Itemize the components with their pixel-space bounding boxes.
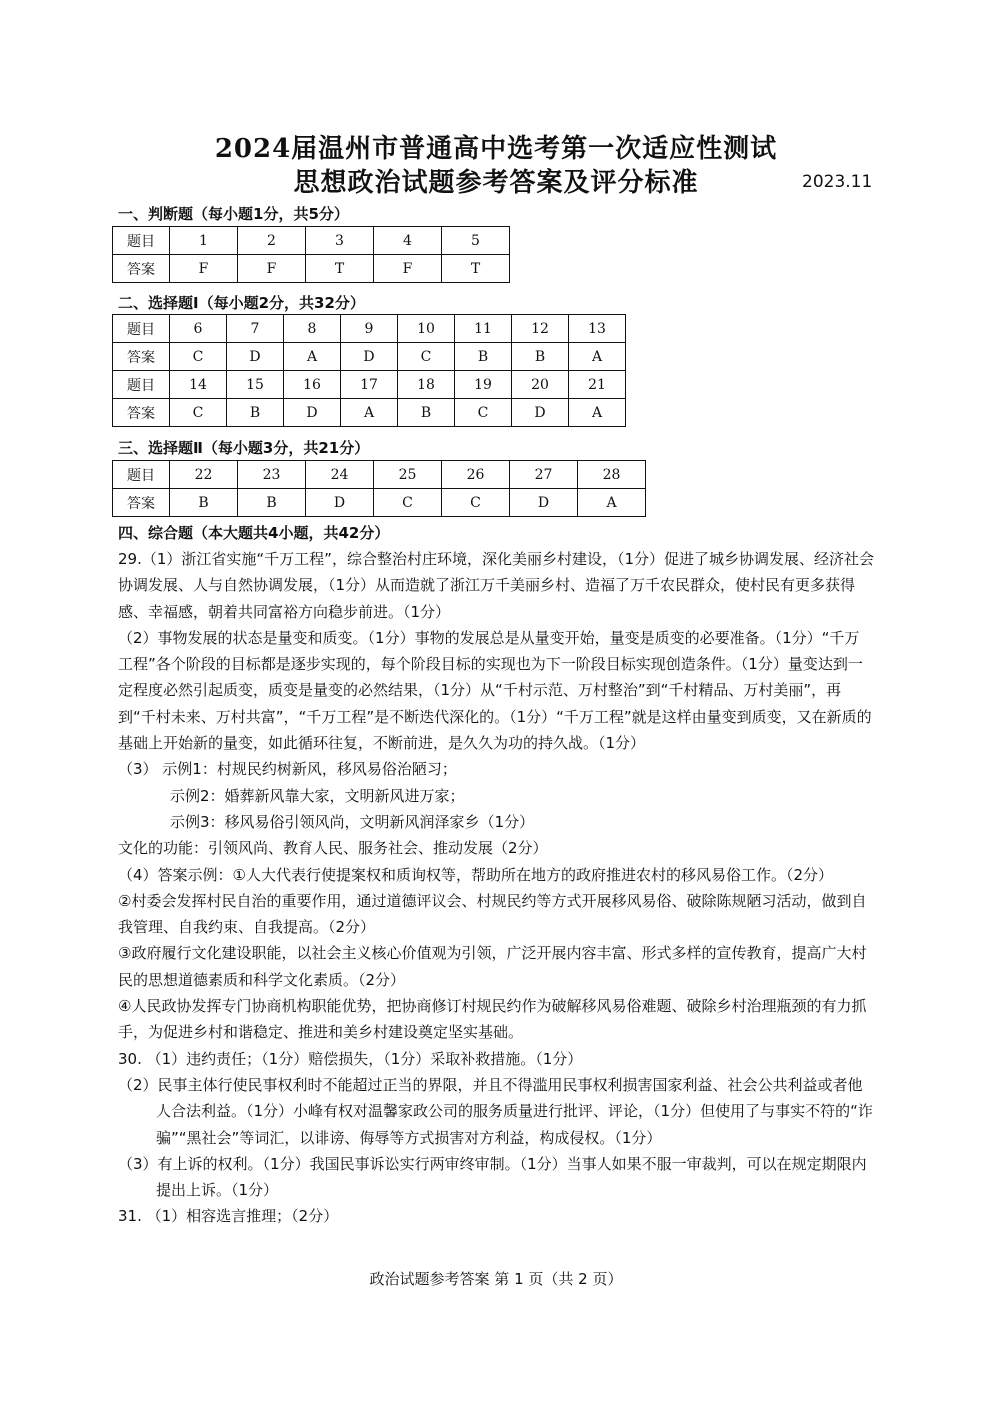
table-cell: T	[442, 255, 510, 283]
section-heading-choice-2: 三、选择题Ⅱ（每小题3分，共21分）	[118, 439, 370, 457]
table-cell: D	[510, 489, 578, 517]
table-cell: 5	[442, 227, 510, 255]
table-cell: C	[398, 343, 455, 371]
table-cell: 11	[455, 315, 512, 343]
table-cell: 28	[578, 461, 646, 489]
table-cell: F	[238, 255, 306, 283]
table-cell: 26	[442, 461, 510, 489]
choice-2-answer-table	[112, 460, 646, 517]
table-cell: D	[512, 399, 569, 427]
table-row	[113, 255, 510, 283]
table-cell: A	[284, 343, 341, 371]
table-cell: 13	[569, 315, 626, 343]
answer-paragraph: 29.（1）浙江省实施“千万工程”，综合整治村庄环境，深化美丽乡村建设，（1分）促进了城乡协调发展、经济社会协调发展、人与自然协调发展，（1分）从而造就了浙江万千美丽乡村、造福了万千农民群众，使村民有更多获得感、幸福感，朝着共同富裕方向稳步前进。（1分）	[118, 550, 874, 621]
table-cell: 16	[284, 371, 341, 399]
table-header-cell: 答案	[113, 489, 170, 517]
table-cell: 4	[374, 227, 442, 255]
table-cell: 22	[170, 461, 238, 489]
exam-date: 2023.11	[802, 172, 873, 192]
table-cell: B	[455, 343, 512, 371]
answer-paragraph: 31. （1）相容选言推理；（2分）	[118, 1207, 339, 1226]
table-row	[113, 461, 646, 489]
table-cell: 25	[374, 461, 442, 489]
table-cell: A	[569, 343, 626, 371]
table-cell: F	[170, 255, 238, 283]
table-cell: 23	[238, 461, 306, 489]
table-cell: 6	[170, 315, 227, 343]
table-header-cell: 答案	[113, 343, 170, 371]
answer-paragraph: （3） 示例1：村规民约树新风，移风易俗治陋习；	[118, 760, 457, 779]
table-cell: C	[455, 399, 512, 427]
table-header-cell: 答案	[113, 399, 170, 427]
table-cell: 14	[170, 371, 227, 399]
table-row	[113, 399, 626, 427]
table-cell: B	[398, 399, 455, 427]
answer-paragraph: （2）事物发展的状态是量变和质变。（1分）事物的发展总是从量变开始，量变是质变的必要准备。（1分）“千万工程”各个阶段的目标都是逐步实现的，每个阶段目标的实现也为下一阶段目标实现创造条件。（1分）量变达到一定程度必然引起质变，质变是量变的必然结果，（1分）从“千村示范、万村整治”到“千村精品、万村美丽”，再到“千村未来、万村共富”，“千万工程”是不断迭代深化的。（1分）“千万工程”就是这样由量变到质变，又在新质的基础上开始新的量变，如此循环往复，不断前进，是久久为功的持久战。（1分）	[118, 628, 872, 753]
table-cell: 7	[227, 315, 284, 343]
page-subtitle: 思想政治试题参考答案及评分标准	[293, 168, 699, 198]
table-cell: 3	[306, 227, 374, 255]
answer-paragraph: 示例3：移风易俗引领风尚，文明新风润泽家乡（1分）	[170, 812, 535, 831]
table-cell: B	[238, 489, 306, 517]
table-cell: 10	[398, 315, 455, 343]
table-cell: 19	[455, 371, 512, 399]
table-row	[113, 343, 626, 371]
answer-paragraph: ③政府履行文化建设职能，以社会主义核心价值观为引领，广泛开展内容丰富、形式多样的宣传教育，提高广大村民的思想道德素质和科学文化素质。（2分）	[118, 944, 867, 989]
table-cell: 12	[512, 315, 569, 343]
table-cell: 20	[512, 371, 569, 399]
table-cell: 2	[238, 227, 306, 255]
table-cell: D	[341, 343, 398, 371]
section-heading-comprehensive: 四、综合题（本大题共4小题，共42分）	[118, 524, 390, 542]
answer-paragraph: ②村委会发挥村民自治的重要作用，通过道德评议会、村规民约等方式开展移风易俗、破除陈规陋习活动，做到自我管理、自我约束、自我提高。（2分）	[118, 891, 867, 937]
answer-paragraph: （4）答案示例：①人大代表行使提案权和质询权等，帮助所在地方的政府推进农村的移风易俗工作。（2分）	[118, 865, 834, 884]
table-cell: 15	[227, 371, 284, 399]
choice-1-answer-table	[112, 314, 626, 427]
page-title: 2024届温州市普通高中选考第一次适应性测试	[214, 134, 778, 164]
table-row	[113, 371, 626, 399]
section-heading-judgement: 一、判断题（每小题1分，共5分）	[118, 205, 349, 223]
table-cell: 18	[398, 371, 455, 399]
table-header-cell: 答案	[113, 255, 170, 283]
table-cell: A	[569, 399, 626, 427]
table-cell: 8	[284, 315, 341, 343]
table-cell: 24	[306, 461, 374, 489]
answer-paragraph: 示例2：婚葬新风靠大家，文明新风进万家；	[170, 786, 465, 805]
table-row	[113, 315, 626, 343]
page-footer: 政治试题参考答案 第 1 页（共 2 页）	[369, 1270, 623, 1288]
table-cell: 9	[341, 315, 398, 343]
table-cell: D	[284, 399, 341, 427]
section-heading-choice-1: 二、选择题Ⅰ（每小题2分，共32分）	[118, 294, 365, 312]
table-cell: B	[512, 343, 569, 371]
table-row	[113, 227, 510, 255]
answer-paragraph: 30. （1）违约责任；（1分）赔偿损失，（1分）采取补救措施。（1分）	[118, 1049, 583, 1068]
table-header-cell: 题目	[113, 227, 170, 255]
table-cell: C	[170, 343, 227, 371]
table-cell: 1	[170, 227, 238, 255]
table-cell: B	[170, 489, 238, 517]
table-cell: T	[306, 255, 374, 283]
table-cell: C	[170, 399, 227, 427]
table-cell: 17	[341, 371, 398, 399]
answer-paragraph: ④人民政协发挥专门协商机构职能优势，把协商修订村规民约作为破解移风易俗难题、破除乡村治理瓶颈的有力抓手，为促进乡村和谐稳定、推进和美乡村建设奠定坚实基础。	[118, 997, 867, 1042]
table-cell: B	[227, 399, 284, 427]
table-header-cell: 题目	[113, 315, 170, 343]
answer-paragraph: 文化的功能：引领风尚、教育人民、服务社会、推动发展（2分）	[118, 839, 548, 858]
table-cell: C	[374, 489, 442, 517]
answer-paragraph: （3）有上诉的权利。（1分）我国民事诉讼实行两审终审制。（1分）当事人如果不服一审裁判，可以在规定期限内提出上诉。（1分）	[118, 1154, 867, 1200]
comprehensive-answers	[118, 546, 874, 1230]
answer-paragraph: （2）民事主体行使民事权利时不能超过正当的界限，并且不得滥用民事权利损害国家利益、社会公共利益或者他人合法利益。（1分）小峰有权对温馨家政公司的服务质量进行批评、评论，（1分）但使用了与事实不符的“诈骗”“黑社会”等词汇，以诽谤、侮辱等方式损害对方利益，构成侵权。（1分）	[118, 1075, 873, 1147]
table-cell: C	[442, 489, 510, 517]
table-header-cell: 题目	[113, 461, 170, 489]
table-cell: 21	[569, 371, 626, 399]
table-header-cell: 题目	[113, 371, 170, 399]
table-cell: A	[341, 399, 398, 427]
table-cell: D	[306, 489, 374, 517]
table-cell: D	[227, 343, 284, 371]
table-cell: A	[578, 489, 646, 517]
judgement-answer-table	[112, 226, 510, 283]
table-row	[113, 489, 646, 517]
table-cell: 27	[510, 461, 578, 489]
table-cell: F	[374, 255, 442, 283]
